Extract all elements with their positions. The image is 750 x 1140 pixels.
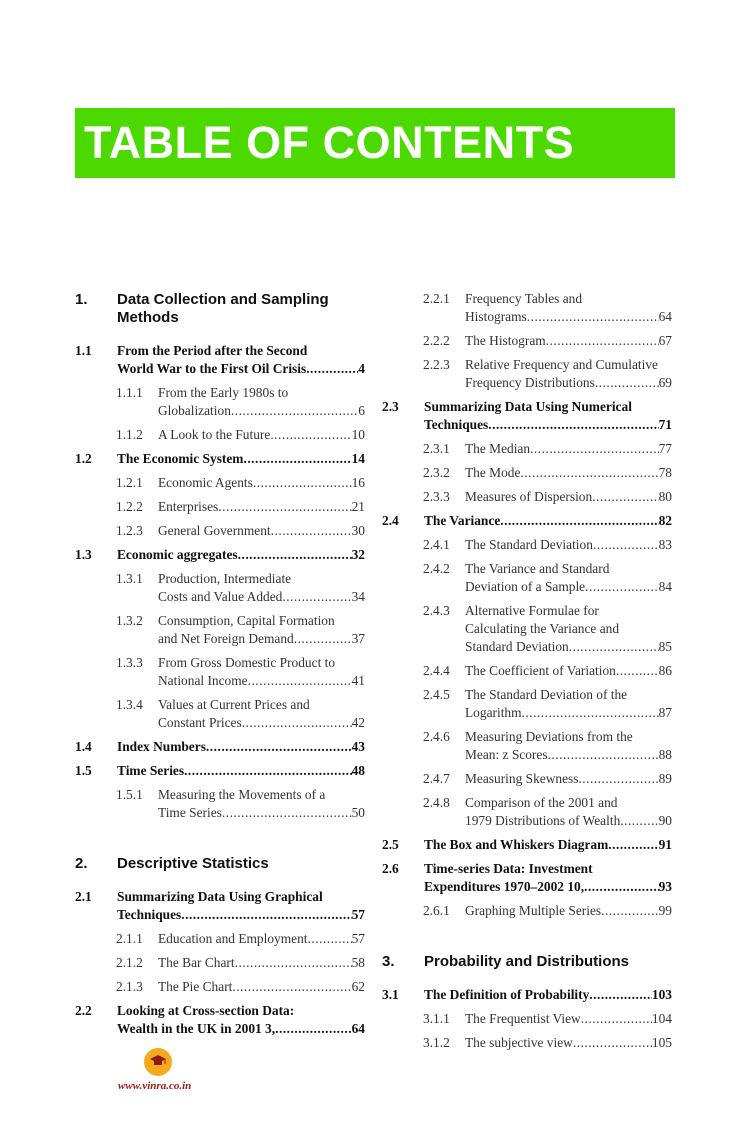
entry-number: 1.5.1: [116, 787, 143, 802]
page-number: 88: [658, 747, 672, 762]
toc-sub-entry[interactable]: [382, 770, 672, 788]
title-banner: [75, 108, 675, 178]
entry-title: The Coefficient of Variation: [465, 663, 616, 678]
entry-title: Values at Current Prices and: [158, 697, 310, 712]
toc-section-entry[interactable]: [382, 398, 672, 434]
dot-leader: [593, 536, 659, 554]
page-number: 4: [358, 361, 365, 376]
toc-sub-entry[interactable]: [75, 474, 365, 492]
entry-number: 2.4.4: [423, 663, 450, 678]
entry-number: 1.3: [75, 547, 92, 562]
entry-title: From Gross Domestic Product to: [158, 655, 336, 670]
entry-number: 1.1: [75, 343, 92, 358]
dot-leader: [520, 464, 658, 482]
entry-title: Time-series Data: Investment: [424, 861, 593, 876]
toc-sub-entry[interactable]: [75, 654, 365, 690]
toc-sub-entry[interactable]: [75, 786, 365, 822]
entry-title: The Mode: [465, 465, 521, 480]
toc-sub-entry[interactable]: [382, 602, 672, 656]
dot-leader: [581, 1010, 652, 1028]
page-number: 41: [351, 673, 365, 688]
entry-title: Constant Prices: [158, 715, 242, 730]
dot-leader: [616, 662, 659, 680]
dot-leader: [530, 440, 659, 458]
entry-number: 2.4.7: [423, 771, 450, 786]
entry-title: Histograms: [465, 309, 527, 324]
toc-sub-entry[interactable]: [75, 426, 365, 444]
entry-title: Looking at Cross-section Data:: [117, 1003, 295, 1018]
toc-left-column: [75, 291, 365, 1038]
dot-leader: [608, 836, 658, 854]
dot-leader: [238, 546, 352, 564]
toc-section-entry[interactable]: [75, 738, 365, 756]
entry-title: Calculating the Variance and: [465, 621, 620, 636]
dot-leader: [294, 630, 352, 648]
dot-leader: [569, 638, 659, 656]
entry-title: Enterprises: [158, 499, 219, 514]
entry-number: 2.1.3: [116, 979, 143, 994]
page-number: 62: [351, 979, 365, 994]
page-number: 34: [351, 589, 365, 604]
page-number: 91: [658, 837, 672, 852]
page-number: 77: [658, 441, 672, 456]
dot-leader: [218, 498, 351, 516]
dot-leader: [578, 770, 658, 788]
page-number: 86: [658, 663, 672, 678]
toc-sub-entry[interactable]: [382, 464, 672, 482]
toc-sub-entry[interactable]: [382, 662, 672, 680]
toc-sub-entry[interactable]: [75, 570, 365, 606]
entry-number: 1.4: [75, 739, 92, 754]
entry-title: The Frequentist View: [465, 1011, 581, 1026]
page-number: 58: [351, 955, 365, 970]
entry-number: 2.4.6: [423, 729, 450, 744]
entry-number: 2.3.2: [423, 465, 450, 480]
entry-number: 1.2.3: [116, 523, 143, 538]
dot-leader: [592, 488, 658, 506]
toc-section-entry[interactable]: [382, 512, 672, 530]
website-link[interactable]: www.vinra.co.in: [118, 1080, 192, 1092]
entry-number: 2.1: [75, 889, 92, 904]
dot-leader: [248, 672, 352, 690]
dot-leader: [222, 804, 352, 822]
entry-title: Frequency Distributions: [465, 375, 595, 390]
entry-title: Probability and Distributions: [424, 953, 630, 970]
toc-sub-entry[interactable]: [382, 1034, 672, 1052]
entry-title: Frequency Tables and: [465, 291, 583, 306]
entry-number: 2.2.2: [423, 333, 450, 348]
entry-title: Globalization: [158, 403, 231, 418]
entry-title: The Definition of Probability: [424, 987, 590, 1002]
entry-number: 3.: [382, 953, 395, 970]
toc-sub-entry[interactable]: [382, 440, 672, 458]
page-number: 67: [658, 333, 672, 348]
page-number: 57: [351, 907, 365, 922]
entry-number: 2.4.1: [423, 537, 450, 552]
page-number: 14: [351, 451, 365, 466]
entry-number: 2.4.2: [423, 561, 450, 576]
toc-sub-entry[interactable]: [75, 954, 365, 972]
entry-number: 2.: [75, 855, 88, 872]
entry-number: 1.: [75, 291, 88, 308]
entry-title: Measuring Deviations from the: [465, 729, 633, 744]
entry-number: 1.1.2: [116, 427, 143, 442]
page-number: 83: [658, 537, 672, 552]
toc-sub-entry[interactable]: [382, 794, 672, 830]
entry-title: Economic Agents: [158, 475, 253, 490]
dot-leader: [595, 374, 659, 392]
entry-number: 2.5: [382, 837, 399, 852]
toc-right-column: [382, 290, 672, 1052]
entry-title: The Median: [465, 441, 531, 456]
page-number: 85: [658, 639, 672, 654]
entry-title: Time Series: [117, 763, 185, 778]
dot-leader: [231, 402, 358, 420]
page-number: 30: [351, 523, 365, 538]
entry-title: Time Series: [158, 805, 222, 820]
entry-title: Alternative Formulae for: [465, 603, 599, 618]
dot-leader: [546, 332, 659, 350]
entry-title: The Variance and Standard: [465, 561, 610, 576]
dot-leader: [243, 450, 351, 468]
toc-sub-entry[interactable]: [382, 536, 672, 554]
dot-leader: [548, 746, 659, 764]
entry-number: 2.2.1: [423, 291, 450, 306]
entry-title: and Net Foreign Demand: [158, 631, 294, 646]
page-number: 6: [358, 403, 365, 418]
entry-title: Measuring Skewness: [465, 771, 579, 786]
entry-title: 1979 Distributions of Wealth: [465, 813, 621, 828]
dot-leader: [589, 986, 652, 1004]
entry-title: World War to the First Oil Crisis: [117, 361, 307, 376]
entry-number: 2.6: [382, 861, 399, 876]
vinra-logo-icon: [144, 1048, 172, 1076]
toc-sub-entry[interactable]: [75, 930, 365, 948]
entry-title: The Standard Deviation: [465, 537, 593, 552]
page-number: 69: [658, 375, 672, 390]
entry-title: From the Early 1980s to: [158, 385, 289, 400]
page-number: 43: [351, 739, 365, 754]
entry-title: A Look to the Future: [158, 427, 271, 442]
page-number: 10: [351, 427, 365, 442]
toc-section-entry[interactable]: [382, 860, 672, 896]
dot-leader: [206, 738, 352, 756]
page-number: 37: [351, 631, 365, 646]
entry-title: Summarizing Data Using Graphical: [117, 889, 323, 904]
dot-leader: [601, 902, 658, 920]
dot-leader: [242, 714, 352, 732]
page-number: 42: [351, 715, 365, 730]
dot-leader: [308, 930, 352, 948]
dot-leader: [271, 522, 352, 540]
dot-leader: [306, 360, 358, 378]
toc-section-entry[interactable]: [382, 836, 672, 854]
entry-number: 1.5: [75, 763, 92, 778]
entry-title: Summarizing Data Using Numerical: [424, 399, 632, 414]
entry-title: From the Period after the Second: [117, 343, 308, 358]
toc-sub-entry[interactable]: [382, 332, 672, 350]
toc-sub-entry[interactable]: [382, 356, 672, 392]
page-title: TABLE OF CONTENTS: [84, 117, 575, 168]
entry-number: 1.1.1: [116, 385, 143, 400]
entry-title: Techniques: [424, 417, 489, 432]
toc-chapter-entry[interactable]: [75, 291, 365, 327]
entry-number: 1.2: [75, 451, 92, 466]
entry-title: The Variance: [424, 513, 501, 528]
entry-number: 1.3.3: [116, 655, 143, 670]
page-number: 48: [351, 763, 365, 778]
dot-leader: [181, 906, 351, 924]
entry-number: 2.2: [75, 1003, 92, 1018]
toc-sub-entry[interactable]: [75, 612, 365, 648]
toc-section-entry[interactable]: [75, 546, 365, 564]
dot-leader: [235, 954, 352, 972]
toc-sub-entry[interactable]: [382, 488, 672, 506]
page-number: 82: [658, 513, 672, 528]
toc-chapter-entry[interactable]: [75, 855, 365, 873]
toc-section-entry[interactable]: [75, 762, 365, 780]
toc-sub-entry[interactable]: [382, 902, 672, 920]
page-number: 105: [651, 1035, 672, 1050]
toc-sub-entry[interactable]: [75, 522, 365, 540]
page-number: 78: [658, 465, 672, 480]
entry-number: 2.4.3: [423, 603, 450, 618]
entry-title: The Histogram: [465, 333, 546, 348]
entry-number: 1.2.1: [116, 475, 143, 490]
entry-title: Measuring the Movements of a: [158, 787, 326, 802]
toc-section-entry[interactable]: [75, 1002, 365, 1038]
page-number: 50: [351, 805, 365, 820]
entry-title: Economic aggregates: [117, 547, 238, 562]
entry-title: Relative Frequency and Cumulative: [465, 357, 658, 372]
page-number: 103: [651, 987, 672, 1002]
toc-sub-entry[interactable]: [382, 1010, 672, 1028]
dot-leader: [585, 578, 658, 596]
page-number: 89: [658, 771, 672, 786]
entry-title: National Income: [158, 673, 248, 688]
toc-sub-entry[interactable]: [382, 728, 672, 764]
dot-leader: [253, 474, 352, 492]
entry-title: Techniques: [117, 907, 182, 922]
dot-leader: [275, 1020, 352, 1038]
entry-number: 2.2.3: [423, 357, 450, 372]
entry-number: 1.3.2: [116, 613, 143, 628]
page-number: 21: [351, 499, 365, 514]
entry-title: The Bar Chart: [158, 955, 235, 970]
entry-title: Wealth in the UK in 2001 3,: [117, 1021, 276, 1036]
page-number: 32: [351, 547, 365, 562]
page-number: 84: [658, 579, 672, 594]
toc-sub-entry[interactable]: [75, 384, 365, 420]
page-number: 104: [651, 1011, 672, 1026]
page-number: 80: [658, 489, 672, 504]
entry-title: Measures of Dispersion: [465, 489, 593, 504]
entry-title: The subjective view: [465, 1035, 573, 1050]
dot-leader: [500, 512, 658, 530]
dot-leader: [488, 416, 658, 434]
entry-title: The Standard Deviation of the: [465, 687, 628, 702]
entry-number: 2.4.5: [423, 687, 450, 702]
entry-number: 2.4.8: [423, 795, 450, 810]
entry-number: 2.3: [382, 399, 399, 414]
page-number: 99: [658, 903, 672, 918]
entry-title: General Government: [158, 523, 271, 538]
page-number: 71: [658, 417, 672, 432]
toc-sub-entry[interactable]: [75, 498, 365, 516]
entry-number: 3.1.2: [423, 1035, 450, 1050]
entry-number: 1.2.2: [116, 499, 143, 514]
entry-title: Data Collection and Sampling: [117, 291, 329, 308]
toc-sub-entry[interactable]: [75, 696, 365, 732]
entry-number: 3.1.1: [423, 1011, 450, 1026]
entry-title: Production, Intermediate: [158, 571, 292, 586]
dot-leader: [232, 978, 351, 996]
dot-leader: [184, 762, 352, 780]
page-number: 87: [658, 705, 672, 720]
entry-title: Costs and Value Added: [158, 589, 283, 604]
page-number: 93: [658, 879, 672, 894]
entry-number: 2.3.3: [423, 489, 450, 504]
entry-number: 2.4: [382, 513, 399, 528]
entry-number: 1.3.1: [116, 571, 143, 586]
toc-section-entry[interactable]: [75, 450, 365, 468]
page-number: 16: [351, 475, 365, 490]
dot-leader: [584, 878, 659, 896]
entry-title: Descriptive Statistics: [117, 855, 269, 872]
entry-number: 3.1: [382, 987, 399, 1002]
entry-title: Deviation of a Sample: [465, 579, 586, 594]
toc-sub-entry[interactable]: [75, 978, 365, 996]
entry-title: Logarithm: [465, 705, 522, 720]
entry-title: Comparison of the 2001 and: [465, 795, 618, 810]
dot-leader: [573, 1034, 652, 1052]
page-number: 57: [351, 931, 365, 946]
dot-leader: [282, 588, 351, 606]
page-number: 64: [658, 309, 672, 324]
dot-leader: [522, 704, 659, 722]
toc-sub-entry[interactable]: [382, 560, 672, 596]
toc-section-entry[interactable]: [75, 888, 365, 924]
entry-title: The Box and Whiskers Diagram: [424, 837, 609, 852]
toc-sub-entry[interactable]: [382, 686, 672, 722]
entry-title: Mean: z Scores: [465, 747, 548, 762]
page-number: 64: [351, 1021, 365, 1036]
entry-number: 2.3.1: [423, 441, 450, 456]
entry-number: 2.1.1: [116, 931, 143, 946]
dot-leader: [620, 812, 658, 830]
entry-title: Index Numbers: [117, 739, 206, 754]
toc-section-entry[interactable]: [75, 342, 365, 378]
dot-leader: [527, 308, 659, 326]
entry-title: Graphing Multiple Series: [465, 903, 602, 918]
entry-number: 1.3.4: [116, 697, 143, 712]
toc-chapter-entry[interactable]: [382, 953, 672, 971]
toc-section-entry[interactable]: [382, 986, 672, 1004]
entry-title: Standard Deviation: [465, 639, 569, 654]
entry-title: The Pie Chart: [158, 979, 233, 994]
page-number: 90: [658, 813, 672, 828]
entry-title: The Economic System: [117, 451, 244, 466]
entry-title: Expenditures 1970–2002 10,: [424, 879, 585, 894]
entry-number: 2.1.2: [116, 955, 143, 970]
entry-number: 2.6.1: [423, 903, 450, 918]
entry-title: Methods: [117, 309, 179, 326]
entry-title: Consumption, Capital Formation: [158, 613, 335, 628]
toc-sub-entry[interactable]: [382, 290, 672, 326]
dot-leader: [270, 426, 351, 444]
entry-title: Education and Employment: [158, 931, 308, 946]
